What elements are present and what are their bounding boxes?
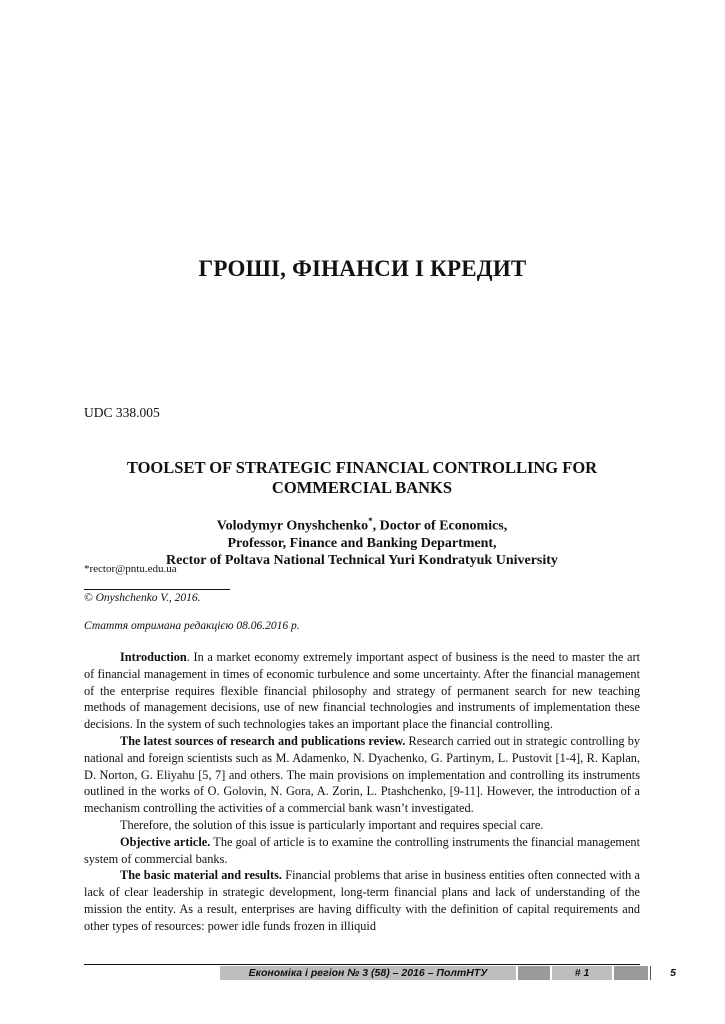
- section-title: ГРОШІ, ФІНАНСИ І КРЕДИТ: [198, 256, 527, 281]
- paragraph-lead: Introduction: [120, 650, 187, 664]
- paragraph-text: Research carried out in strategic controlling by national and foreign scientists such as M. Adamenko, N. Dyachenko, G. Partinym, L. Pustovit [1-4], R. Kaplan, D. Norton, G. Eliyahu [5, 7] and others. The main provisions on implementation and controlling its instruments outlined in the works of O. Golovin, N. Gora, A. Zorin, L. Ptashchenko, [9-11]. However, the introduction of a mechanism controlling the activities of a commercial bank wasn’t investigated.: [84, 733, 640, 816]
- author-line-2: Professor, Finance and Banking Department,: [227, 535, 497, 551]
- paragraph-results: [84, 867, 640, 934]
- paragraph-lead: The latest sources of research and publications review.: [120, 733, 406, 748]
- author-line-3: Rector of Poltava National Technical Yuri Kondratyuk University: [166, 552, 558, 568]
- footer-spacer: [518, 966, 550, 980]
- article-title-line-2: COMMERCIAL BANKS: [271, 478, 453, 497]
- author-line-1: [84, 513, 640, 535]
- paragraph-lead: The basic material and results.: [120, 868, 283, 883]
- received-date: Стаття отримана редакцією 08.06.2016 р.: [84, 620, 300, 632]
- page-footer: [84, 964, 676, 981]
- paragraph-issue: [84, 817, 640, 834]
- author-email: *rector@pntu.edu.ua: [84, 563, 177, 575]
- article-body: [84, 649, 640, 935]
- footer-spacer: [614, 966, 648, 980]
- footer-rule: [84, 964, 640, 965]
- article-title-line-1: TOOLSET OF STRATEGIC FINANCIAL CONTROLLING FOR: [126, 458, 598, 477]
- footer-journal: Економіка і регіон № 3 (58) – 2016 – ПолтНТУ: [220, 966, 516, 980]
- paragraph-text: Financial problems that arise in business entities often connected with a lack of clear leadership in strategic development, long-term financial plans and lack of understanding of the mission the entity. As a result, enterprises are having difficulty with the definition of capital requirements and other types of resources: power idle funds frozen in illiquid: [84, 868, 641, 933]
- paragraph-text: The goal of article is to examine the controlling instruments the financial management system of commercial banks.: [84, 834, 640, 866]
- author-footnote-marker: *: [368, 516, 373, 526]
- footer-issue: # 1: [552, 966, 612, 980]
- author-block: [84, 513, 640, 569]
- article-title: [84, 458, 640, 498]
- page-number: 5: [650, 966, 695, 980]
- paragraph-objective: [84, 834, 640, 868]
- paragraph-text: . In a market economy extremely important aspect of business is the need to master the art of financial management in times of economic turbulence and some uncertainty. After the financial management of the enterprise requires flexible financial philosophy and strategy of permanent search for new teaching methods of management decisions, use of new financial technologies and instruments of implementation these decisions. In the system of such technologies takes an important place the financial controlling.: [84, 650, 640, 732]
- copyright-notice: © Onyshchenko V., 2016.: [84, 592, 201, 604]
- paragraph-lead: Objective article.: [120, 834, 211, 849]
- paragraph-text: Therefore, the solution of this issue is particularly important and requires special care.: [120, 817, 544, 832]
- author-name: Volodymyr Onyshchenko: [216, 518, 369, 534]
- paragraph-literature-review: [84, 733, 640, 817]
- paragraph-introduction: [84, 649, 640, 733]
- copyright-divider: [84, 589, 230, 590]
- author-degree: , Doctor of Economics,: [372, 518, 508, 534]
- udc-code: UDC 338.005: [84, 405, 160, 420]
